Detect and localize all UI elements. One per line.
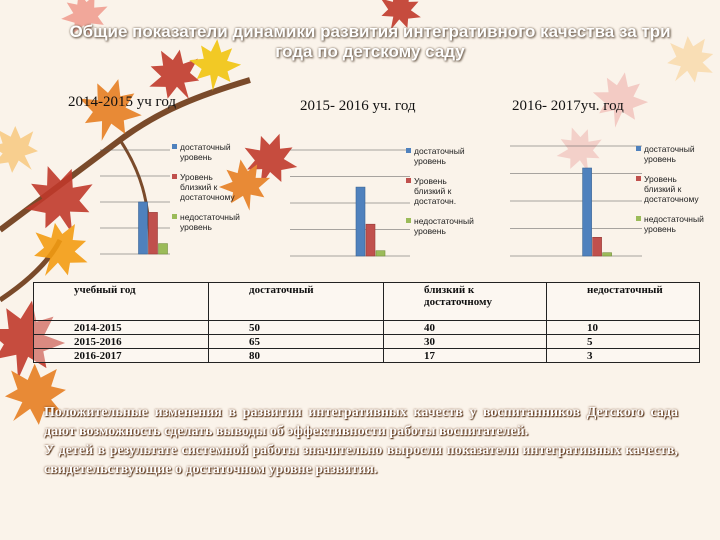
legend-item: недостаточный уровень xyxy=(406,216,476,236)
conclusion-paragraph-1: Положительные изменения в развитии интегративных качеств у воспитанников Детского сада дают возможность сделать выводы об эффективности работы воспитателей. xyxy=(44,405,678,439)
conclusion-text xyxy=(44,403,678,479)
legend-item: достаточный уровень xyxy=(636,144,706,164)
table-cell: 2014-2015 xyxy=(34,321,209,335)
bar-insufficient xyxy=(159,244,168,254)
table-cell: 65 xyxy=(209,335,384,349)
legend-2016 xyxy=(636,144,706,244)
header-cell: достаточный xyxy=(209,283,384,321)
bar-chart-2016 xyxy=(510,146,642,262)
bar-sufficient xyxy=(583,168,592,256)
conclusion-paragraph-2: У детей в результате системной работы значительно выросли показатели интегративных качеств, свидетельствующие о достаточном уровне развития. xyxy=(44,443,678,477)
header-cell: учебный год xyxy=(34,283,209,321)
chart-title-2014: 2014-2015 уч год xyxy=(68,94,177,110)
legend-2015 xyxy=(406,146,476,246)
legend-item: Уровень близкий к достаточному xyxy=(636,174,706,204)
bar-close xyxy=(149,212,158,254)
table-cell: 2015-2016 xyxy=(34,335,209,349)
table-cell: 50 xyxy=(209,321,384,335)
header-cell: близкий к достаточному xyxy=(384,283,547,321)
legend-item: Уровень близкий к достаточному xyxy=(172,172,242,202)
bar-close xyxy=(593,237,602,256)
legend-item: достаточный уровень xyxy=(406,146,476,166)
legend-item: Уровень близкий к достаточн. xyxy=(406,176,476,206)
table-cell: 17 xyxy=(384,349,547,363)
data-table xyxy=(33,282,700,363)
table-cell: 80 xyxy=(209,349,384,363)
legend-item: недостаточный уровень xyxy=(172,212,242,232)
table-row xyxy=(34,335,700,349)
legend-item: достаточный уровень xyxy=(172,142,242,162)
bar-insufficient xyxy=(603,253,612,256)
legend-2014 xyxy=(172,142,242,242)
bar-insufficient xyxy=(376,251,385,256)
legend-item: недостаточный уровень xyxy=(636,214,706,234)
table-row xyxy=(34,321,700,335)
bar-chart-2015 xyxy=(290,150,410,262)
table-row xyxy=(34,349,700,363)
bar-sufficient xyxy=(356,187,365,256)
page-title: Общие показатели динамики развития интегративного качества за три года по детскому саду xyxy=(69,22,671,61)
chart-title-2016: 2016- 2017уч. год xyxy=(512,98,624,114)
table-cell: 10 xyxy=(547,321,700,335)
table-cell: 2016-2017 xyxy=(34,349,209,363)
chart-title-2015: 2015- 2016 уч. год xyxy=(300,98,416,114)
bar-chart-2014 xyxy=(100,150,170,260)
table-cell: 40 xyxy=(384,321,547,335)
table-cell: 30 xyxy=(384,335,547,349)
table-header-row xyxy=(34,283,700,321)
table-cell: 3 xyxy=(547,349,700,363)
table-cell: 5 xyxy=(547,335,700,349)
bar-close xyxy=(366,224,375,256)
bar-sufficient xyxy=(139,202,148,254)
header-cell: недостаточный xyxy=(547,283,700,321)
